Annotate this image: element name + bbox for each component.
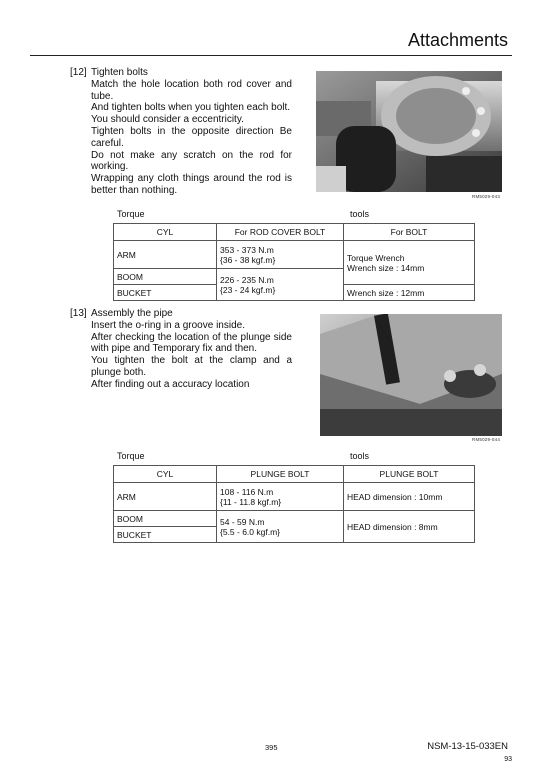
tools-label: tools <box>350 209 370 219</box>
torque-value-kgf: {11 - 11.8 kgf.m} <box>220 496 282 507</box>
tool-cell: Wrench size : 12mm <box>344 285 475 301</box>
photo-caption: RM5029-044 <box>472 437 501 442</box>
torque-value-kgf: {36 - 38 kgf.m} <box>220 254 276 265</box>
column-header: For BOLT <box>344 224 475 241</box>
step-body <box>91 79 292 197</box>
tool-cell: HEAD dimension : 8mm <box>344 511 475 543</box>
header-rule <box>30 55 512 56</box>
cyl-cell: ARM <box>114 241 217 269</box>
torque-value: 54 - 59 N.m <box>220 516 265 527</box>
instruction-line: Wrapping any cloth things around the rod is better than nothing. <box>91 173 292 196</box>
tool-cell: HEAD dimension : 10mm <box>344 483 475 511</box>
table-header-row <box>114 224 475 241</box>
column-header: CYL <box>114 224 217 241</box>
pipe-assembly-photo <box>320 314 502 436</box>
column-header: For ROD COVER BOLT <box>217 224 344 241</box>
torque-value: 226 - 235 N.m <box>220 274 274 285</box>
document-code: NSM-13-15-033EN <box>427 741 508 752</box>
cyl-cell: BUCKET <box>114 527 217 543</box>
table-row <box>114 511 475 527</box>
instruction-line: Match the hole location both rod cover and tube. <box>91 78 292 102</box>
step-body <box>91 320 292 391</box>
cylinder-rod-cover-photo <box>316 71 502 192</box>
instruction-line: Do not make any scratch on the rod for working. <box>91 149 292 173</box>
torque-value: 108 - 116 N.m <box>220 486 274 497</box>
instruction-line: Insert the o-ring in a groove inside. <box>91 319 245 331</box>
step-number: [13] <box>70 308 87 319</box>
table-row <box>114 241 475 269</box>
torque-value-kgf: {23 - 24 kgf.m} <box>220 284 276 295</box>
instruction-line: And tighten bolts when you tighten each bolt. <box>91 102 291 114</box>
cyl-cell: BOOM <box>114 511 217 527</box>
photo-caption: RM5029-043 <box>472 194 501 199</box>
step-title: Assembly the pipe <box>91 308 173 319</box>
section-page-number: 93 <box>504 756 512 763</box>
torque-cell <box>217 511 344 543</box>
torque-cell <box>217 241 344 269</box>
tool-cell <box>344 241 475 285</box>
table-row <box>114 483 475 511</box>
torque-table-1 <box>113 223 475 301</box>
torque-label: Torque <box>117 451 145 461</box>
cyl-cell: BOOM <box>114 269 217 285</box>
step-title: Tighten bolts <box>91 67 148 78</box>
tool-value: Wrench size : 14mm <box>347 262 425 273</box>
torque-cell <box>217 483 344 511</box>
tool-value: Torque Wrench <box>347 252 405 263</box>
column-header: PLUNGE BOLT <box>344 466 475 483</box>
cyl-cell: ARM <box>114 483 217 511</box>
instruction-line: After checking the location of the plunge side with pipe and Temporary fix and then. <box>91 331 292 355</box>
instruction-line: Tighten bolts in the opposite direction Be careful. <box>91 125 292 149</box>
tools-label: tools <box>350 451 370 461</box>
page-number: 395 <box>265 743 278 752</box>
column-header: CYL <box>114 466 217 483</box>
instruction-line: After finding out a accuracy location <box>91 378 250 390</box>
torque-value: 353 - 373 N.m <box>220 244 274 255</box>
table-header-row <box>114 466 475 483</box>
torque-label: Torque <box>117 209 145 219</box>
torque-cell <box>217 269 344 301</box>
column-header: PLUNGE BOLT <box>217 466 344 483</box>
cyl-cell: BUCKET <box>114 285 217 301</box>
torque-value-kgf: {5.5 - 6.0 kgf.m} <box>220 526 281 537</box>
instruction-line: You should consider a eccentricity. <box>91 114 244 126</box>
step-number: [12] <box>70 67 87 78</box>
instruction-line: You tighten the bolt at the clamp and a plunge both. <box>91 355 292 378</box>
page-title: Attachments <box>407 30 508 50</box>
torque-table-2 <box>113 465 475 543</box>
